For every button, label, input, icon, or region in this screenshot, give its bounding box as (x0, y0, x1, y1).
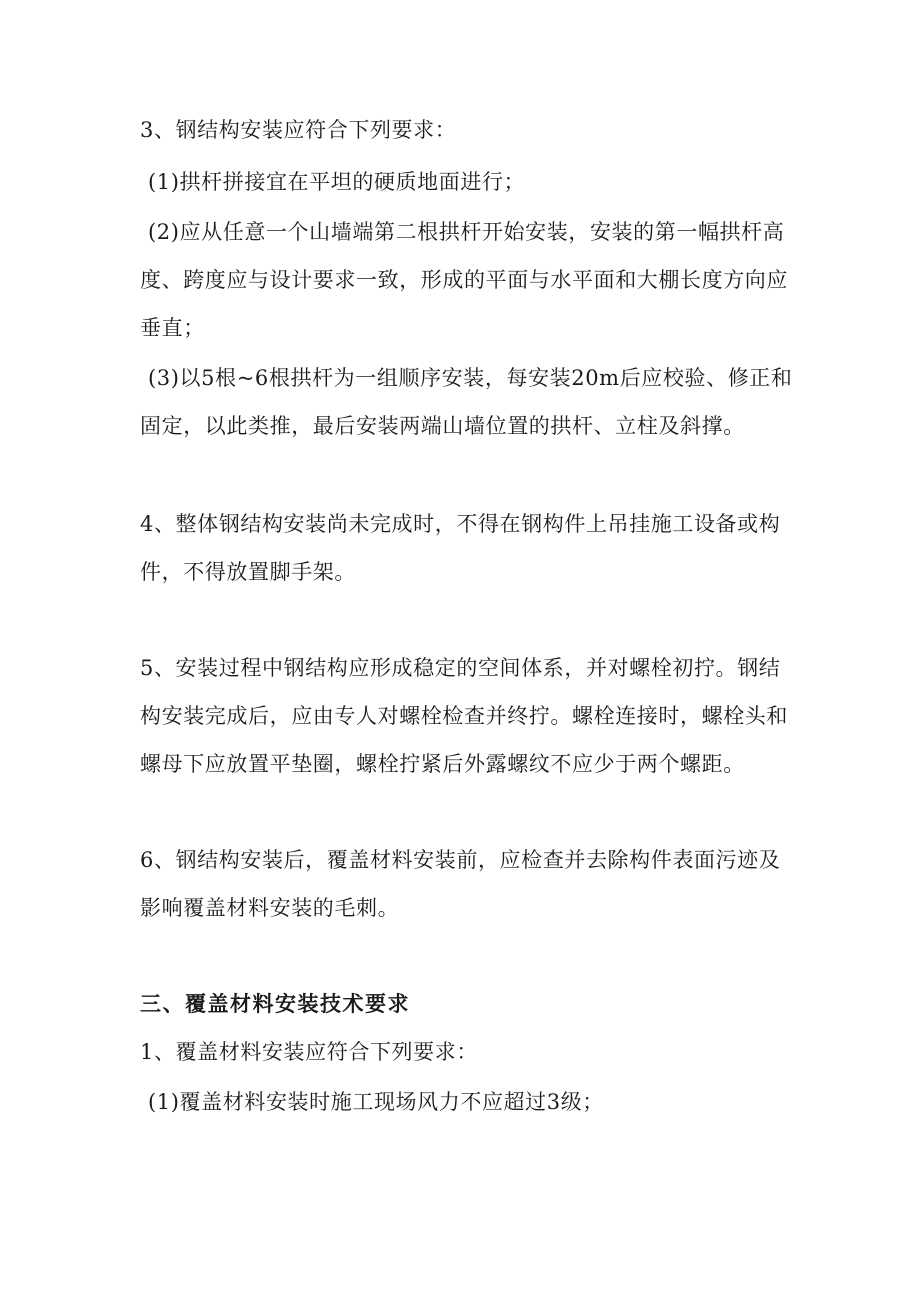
item-4-line-1: 4、整体钢结构安装尚未完成时，不得在钢构件上吊挂施工设备或构 (140, 512, 781, 536)
item-6-line-1: 6、钢结构安装后，覆盖材料安装前，应检查并去除构件表面污迹及 (140, 848, 781, 872)
item-6-line-2: 影响覆盖材料安装的毛刺。 (140, 896, 400, 920)
item-3-sub-2-line-1: (2)应从任意一个山墙端第二根拱杆开始安装，安装的第一幅拱杆高 (148, 220, 785, 244)
item-3-sub-2-line-3: 垂直； (140, 316, 205, 340)
item-4-line-2: 件，不得放置脚手架。 (140, 560, 356, 584)
item-5-line-2: 构安装完成后，应由专人对螺栓检查并终拧。螺栓连接时，螺栓头和 (140, 704, 788, 728)
item-5-line-1: 5、安装过程中钢结构应形成稳定的空间体系，并对螺栓初拧。钢结 (140, 656, 781, 680)
section-3-item-1-title: 1、覆盖材料安装应符合下列要求： (140, 1040, 478, 1064)
section-3-heading: 三、覆盖材料安装技术要求 (140, 992, 410, 1016)
item-3-title: 3、钢结构安装应符合下列要求： (140, 118, 457, 142)
item-3-sub-3-line-2: 固定，以此类推，最后安装两端山墙位置的拱杆、立柱及斜撑。 (140, 414, 745, 438)
item-3-sub-2-line-2: 度、跨度应与设计要求一致，形成的平面与水平面和大棚长度方向应 (140, 268, 788, 292)
item-5-line-3: 螺母下应放置平垫圈，螺栓拧紧后外露螺纹不应少于两个螺距。 (140, 752, 745, 776)
item-3-sub-3-line-1: (3)以5根~6根拱杆为一组顺序安装，每安装20m后应校验、修正和 (148, 366, 793, 390)
item-3-sub-1: (1)拱杆拼接宜在平坦的硬质地面进行； (148, 170, 526, 194)
section-3-item-1-sub-1: (1)覆盖材料安装时施工现场风力不应超过3级； (148, 1090, 604, 1114)
